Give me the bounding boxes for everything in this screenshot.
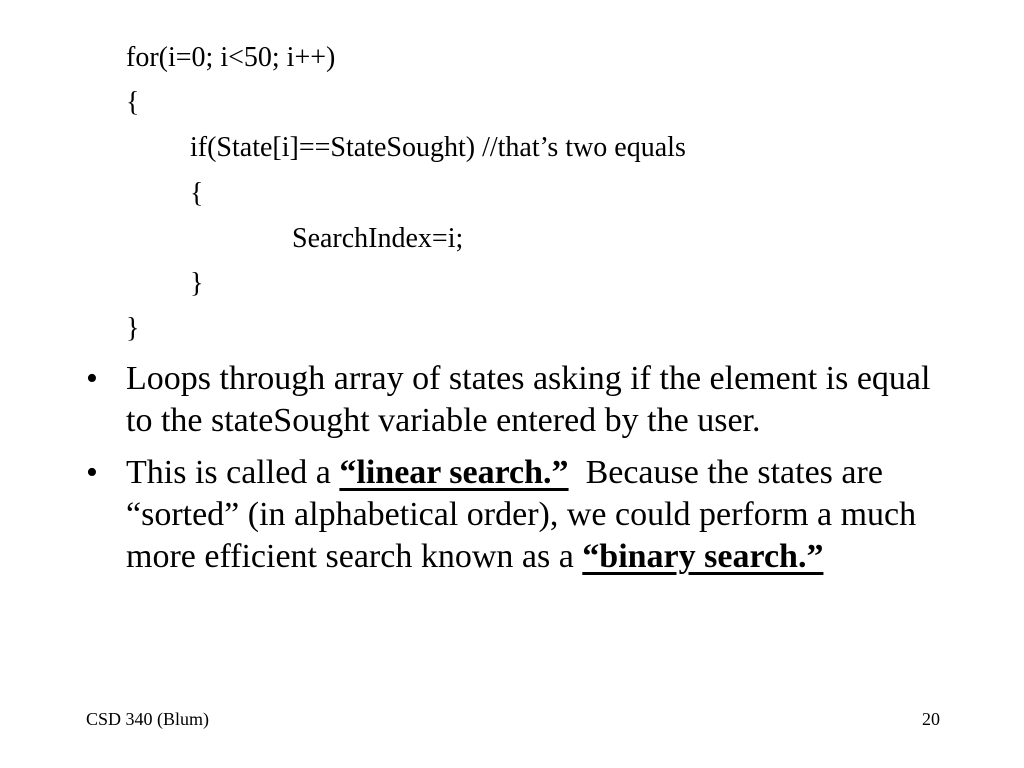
bullet-marker: • [86, 454, 98, 491]
bullet-text-loops: Loops through array of states asking if the element is equal to the stateSought variable entered by the user. [126, 360, 931, 439]
code-line-open-brace: { [126, 87, 140, 118]
bullet-text-intro: This is called a [126, 454, 340, 491]
bullet-list [78, 358, 958, 588]
code-line-inner-open-brace: { [190, 178, 204, 209]
footer-page-number: 20 [922, 709, 940, 729]
code-line-assignment: SearchIndex=i; [292, 223, 464, 254]
term-binary-search: “binary search.” [582, 538, 824, 575]
code-line-inner-close-brace: } [190, 268, 204, 299]
code-line-close-brace: } [126, 313, 140, 344]
bullet-marker: • [86, 360, 98, 397]
bullet-text-middle: Because the states are “sorted” (in alphabetical order), we could perform a much more efficient search known as a [126, 454, 925, 575]
bullet-item-loops [78, 358, 958, 442]
code-line-for-loop: for(i=0; i<50; i++) [126, 42, 336, 73]
code-line-if-statement: if(State[i]==StateSought) //that’s two equals [190, 132, 686, 163]
bullet-item-linear-search [78, 452, 958, 578]
footer-course-label: CSD 340 (Blum) [86, 709, 210, 729]
term-linear-search: “linear search.” [339, 454, 569, 491]
